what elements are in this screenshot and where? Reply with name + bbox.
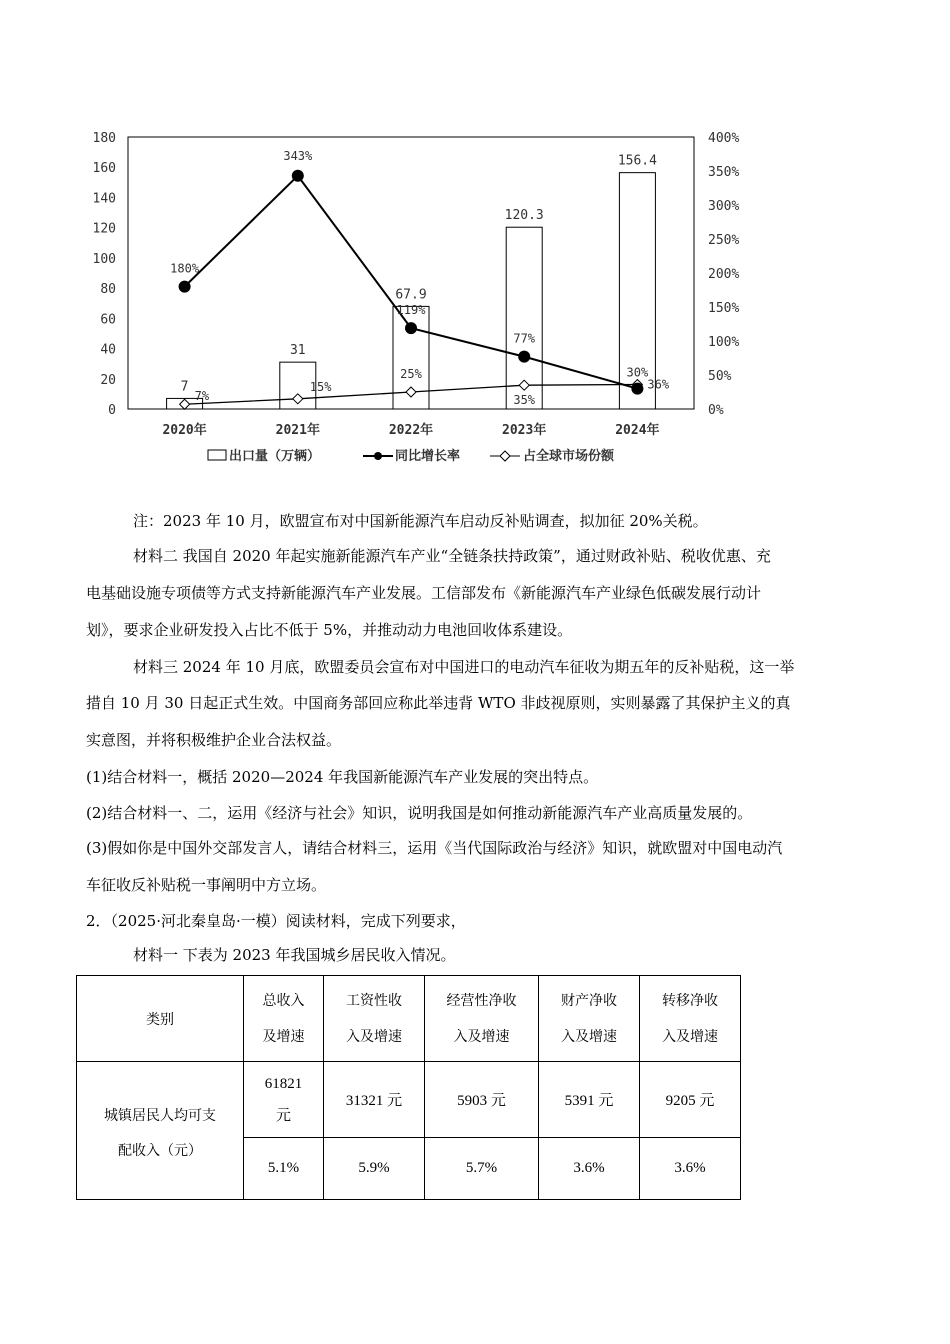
- left-axis-tick-label: 60: [100, 312, 116, 328]
- combo-chart: [0, 0, 950, 480]
- bar-data-label: 31: [289, 343, 306, 359]
- x-axis-tick-label: 2020年: [162, 423, 207, 438]
- problem-2-heading: 2．（2025·河北秦皇岛·一模）阅读材料，完成下列要求，: [86, 912, 466, 930]
- left-axis-tick-label: 40: [100, 342, 116, 358]
- x-axis-tick-label: 2024年: [615, 423, 660, 438]
- right-axis-tick-label: 100%: [708, 335, 740, 350]
- question-3-line-2: 车征收反补贴税一事阐明中方立场。: [86, 876, 327, 894]
- growth-rate-label: 180%: [170, 261, 200, 276]
- right-axis-tick-label: 350%: [708, 165, 740, 180]
- x-axis-tick-label: 2022年: [388, 423, 434, 438]
- legend-label-growth: 同比增长率: [395, 449, 461, 464]
- material-3-line-2: 措自 10 月 30 日起正式生效。中国商务部回应称此举违背 WTO 非歧视原则，实则暴露了其保护主义的真: [86, 694, 791, 712]
- growth-rate-label: 30%: [626, 365, 649, 380]
- marker-growth-rate: [631, 383, 643, 395]
- left-axis-tick-label: 180: [92, 131, 116, 146]
- cell-business-value: 5903 元: [425, 1062, 539, 1138]
- market-share-label: 7%: [194, 389, 210, 404]
- marker-growth-rate: [179, 281, 191, 293]
- bar-data-label: 156.4: [617, 153, 657, 169]
- cell-business-growth: 5.7%: [425, 1138, 539, 1200]
- right-axis-tick-label: 0%: [708, 403, 724, 418]
- market-share-label: 35%: [513, 393, 536, 408]
- legend-marker-share: [500, 451, 510, 461]
- market-share-label: 15%: [309, 379, 332, 394]
- right-axis-tick-label: 400%: [708, 131, 740, 146]
- x-axis-tick-label: 2023年: [502, 423, 547, 438]
- cell-total-value: 61821 元: [244, 1062, 324, 1138]
- header-total: 总收入 及增速: [244, 976, 324, 1062]
- table-row: [77, 1062, 741, 1138]
- note: 注：2023 年 10 月，欧盟宣布对中国新能源汽车启动反补贴调查，拟加征 20%关税。: [133, 512, 708, 530]
- material-3-line-3: 实意图，并将积极维护企业合法权益。: [86, 731, 342, 749]
- material-3-line-1: 材料三 2024 年 10 月底，欧盟委员会宣布对中国进口的电动汽车征收为期五年的反补贴税，这一举: [133, 658, 795, 676]
- growth-rate-label: 77%: [513, 331, 536, 346]
- material-1-intro: 材料一 下表为 2023 年我国城乡居民收入情况。: [133, 946, 456, 964]
- legend-label-exports: 出口量（万辆）: [229, 449, 321, 464]
- question-3-line-1: (3)假如你是中国外交部发言人，请结合材料三，运用《当代国际政治与经济》知识，就欧盟对中国电动汽: [86, 839, 783, 857]
- marker-growth-rate: [518, 351, 530, 363]
- market-share-label: 25%: [400, 367, 422, 381]
- left-axis-tick-label: 160: [92, 161, 116, 177]
- cell-property-growth: 3.6%: [539, 1138, 640, 1200]
- right-axis-tick-label: 300%: [708, 199, 740, 214]
- marker-growth-rate: [292, 170, 304, 182]
- income-table: [76, 975, 741, 1200]
- growth-rate-label: 343%: [283, 148, 313, 163]
- header-category: 类别: [77, 976, 244, 1062]
- material-2-line-3: 划》，要求企业研发投入占比不低于 5%，并推动动力电池回收体系建设。: [86, 621, 573, 639]
- left-axis-tick-label: 100: [92, 251, 116, 267]
- material-2-line-2: 电基础设施专项债等方式支持新能源汽车产业发展。工信部发布《新能源汽车产业绿色低碳发展行动计: [86, 584, 762, 602]
- legend-marker-growth: [374, 452, 382, 460]
- legend: [208, 448, 615, 464]
- legend-bar-swatch: [208, 450, 226, 460]
- cell-wage-value: 31321 元: [324, 1062, 425, 1138]
- bar-data-label: 67.9: [395, 287, 427, 303]
- right-axis-tick-label: 250%: [708, 233, 740, 248]
- cell-total-growth: 5.1%: [244, 1138, 324, 1200]
- question-2: (2)结合材料一、二，运用《经济与社会》知识，说明我国是如何推动新能源汽车产业高质量发展的。: [86, 804, 753, 822]
- right-axis-tick-label: 150%: [708, 301, 740, 316]
- cell-transfer-value: 9205 元: [640, 1062, 741, 1138]
- cell-transfer-growth: 3.6%: [640, 1138, 741, 1200]
- left-axis-tick-label: 140: [92, 191, 116, 207]
- material-2-line-1: 材料二 我国自 2020 年起实施新能源汽车产业“全链条扶持政策”，通过财政补贴、税收优惠、充: [133, 547, 771, 565]
- marker-growth-rate: [405, 322, 417, 334]
- legend-label-share: 占全球市场份额: [523, 449, 615, 464]
- question-1: (1)结合材料一，概括 2020—2024 年我国新能源汽车产业发展的突出特点。: [86, 768, 599, 786]
- header-wage: 工资性收 入及增速: [324, 976, 425, 1062]
- x-axis-tick-label: 2021年: [275, 423, 320, 438]
- left-axis-tick-label: 20: [100, 372, 116, 388]
- right-axis-tick-label: 50%: [708, 369, 732, 384]
- left-axis-tick-label: 0: [108, 403, 116, 418]
- bar-data-label: 7: [180, 379, 189, 395]
- bar-data-label: 120.3: [504, 208, 544, 224]
- header-business: 经营性净收 入及增速: [425, 976, 539, 1062]
- left-axis-tick-label: 120: [92, 221, 116, 237]
- header-transfer: 转移净收 入及增速: [640, 976, 741, 1062]
- cell-property-value: 5391 元: [539, 1062, 640, 1138]
- row-label: 城镇居民人均可支 配收入（元）: [77, 1062, 244, 1200]
- header-property: 财产净收 入及增速: [539, 976, 640, 1062]
- left-axis-tick-label: 80: [100, 282, 116, 298]
- right-axis-tick-label: 200%: [708, 267, 740, 282]
- growth-rate-label: 119%: [396, 303, 426, 318]
- table-header-row: [77, 976, 741, 1062]
- cell-wage-growth: 5.9%: [324, 1138, 425, 1200]
- market-share-label: 36%: [647, 377, 670, 392]
